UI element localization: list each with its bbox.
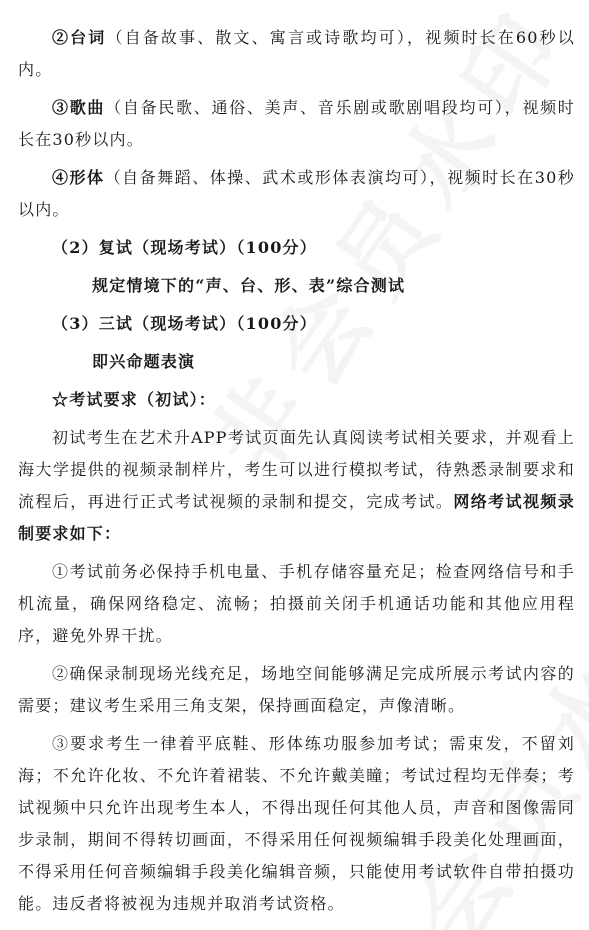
intro-bold-text: 网络考试视频录制要求如下： — [18, 492, 575, 543]
heading-requirements: ☆考试要求（初试）： — [52, 390, 217, 409]
requirement-item-1: ①考试前务必保持手机电量、手机存储容量充足；检查网络信号和手机流量，确保网络稳定、流畅；拍摄前关闭手机通话功能和其他应用程序，避免外界干扰。 — [18, 562, 575, 645]
requirement-item-2: ②确保录制现场光线充足，场地空间能够满足完成所展示考试内容的需要；建议考生采用三角支架，保持画面稳定，声像清晰。 — [18, 664, 575, 715]
heading-fushi: （2）复试（现场考试）（100分） — [52, 238, 317, 257]
item-text: （自备故事、散文、寓言或诗歌均可），视频时长在60秒以内。 — [18, 28, 575, 79]
item-title: ③歌曲 — [52, 98, 106, 117]
paragraph-taici — [18, 22, 575, 86]
intro-text: 初试考生在艺术升APP考试页面先认真阅读考试相关要求，并观看上海大学提供的视频录制样片，考生可以进行模拟考试，待熟悉录制要求和流程后，再进行正式考试视频的录制和提交，完成考试。 — [18, 428, 575, 511]
item-text: （自备舞蹈、体操、武术或形体表演均可），视频时长在30秒以内。 — [18, 168, 575, 219]
content-fushi: 规定情境下的“声、台、形、表”综合测试 — [92, 276, 406, 295]
item-text: （自备民歌、通俗、美声、音乐剧或歌剧唱段均可），视频时长在30秒以内。 — [18, 98, 575, 149]
heading-sanshi: （3）三试（现场考试）（100分） — [52, 314, 317, 333]
item-title: ④形体 — [52, 168, 105, 187]
requirement-item-3: ③要求考生一律着平底鞋、形体练功服参加考试；需束发，不留刘海；不允许化妆、不允许着裙装、不允许戴美瞳；考试过程均无伴奏；考试视频中只允许出现考生本人，不得出现任何其他人员，声音和图像需同步录制，期间不得转切画面，不得采用任何视频编辑手段美化处理画面，不得采用任何音频编辑手段美化编辑音频，只能使用考试软件自带拍摄功能。违反者将被视为违规并取消考试资格。 — [18, 734, 575, 913]
paragraph-xingti — [18, 162, 575, 226]
paragraph-intro — [18, 422, 575, 550]
paragraph-gequ — [18, 92, 575, 156]
item-title: ②台词 — [52, 28, 107, 47]
content-sanshi: 即兴命题表演 — [92, 352, 196, 371]
